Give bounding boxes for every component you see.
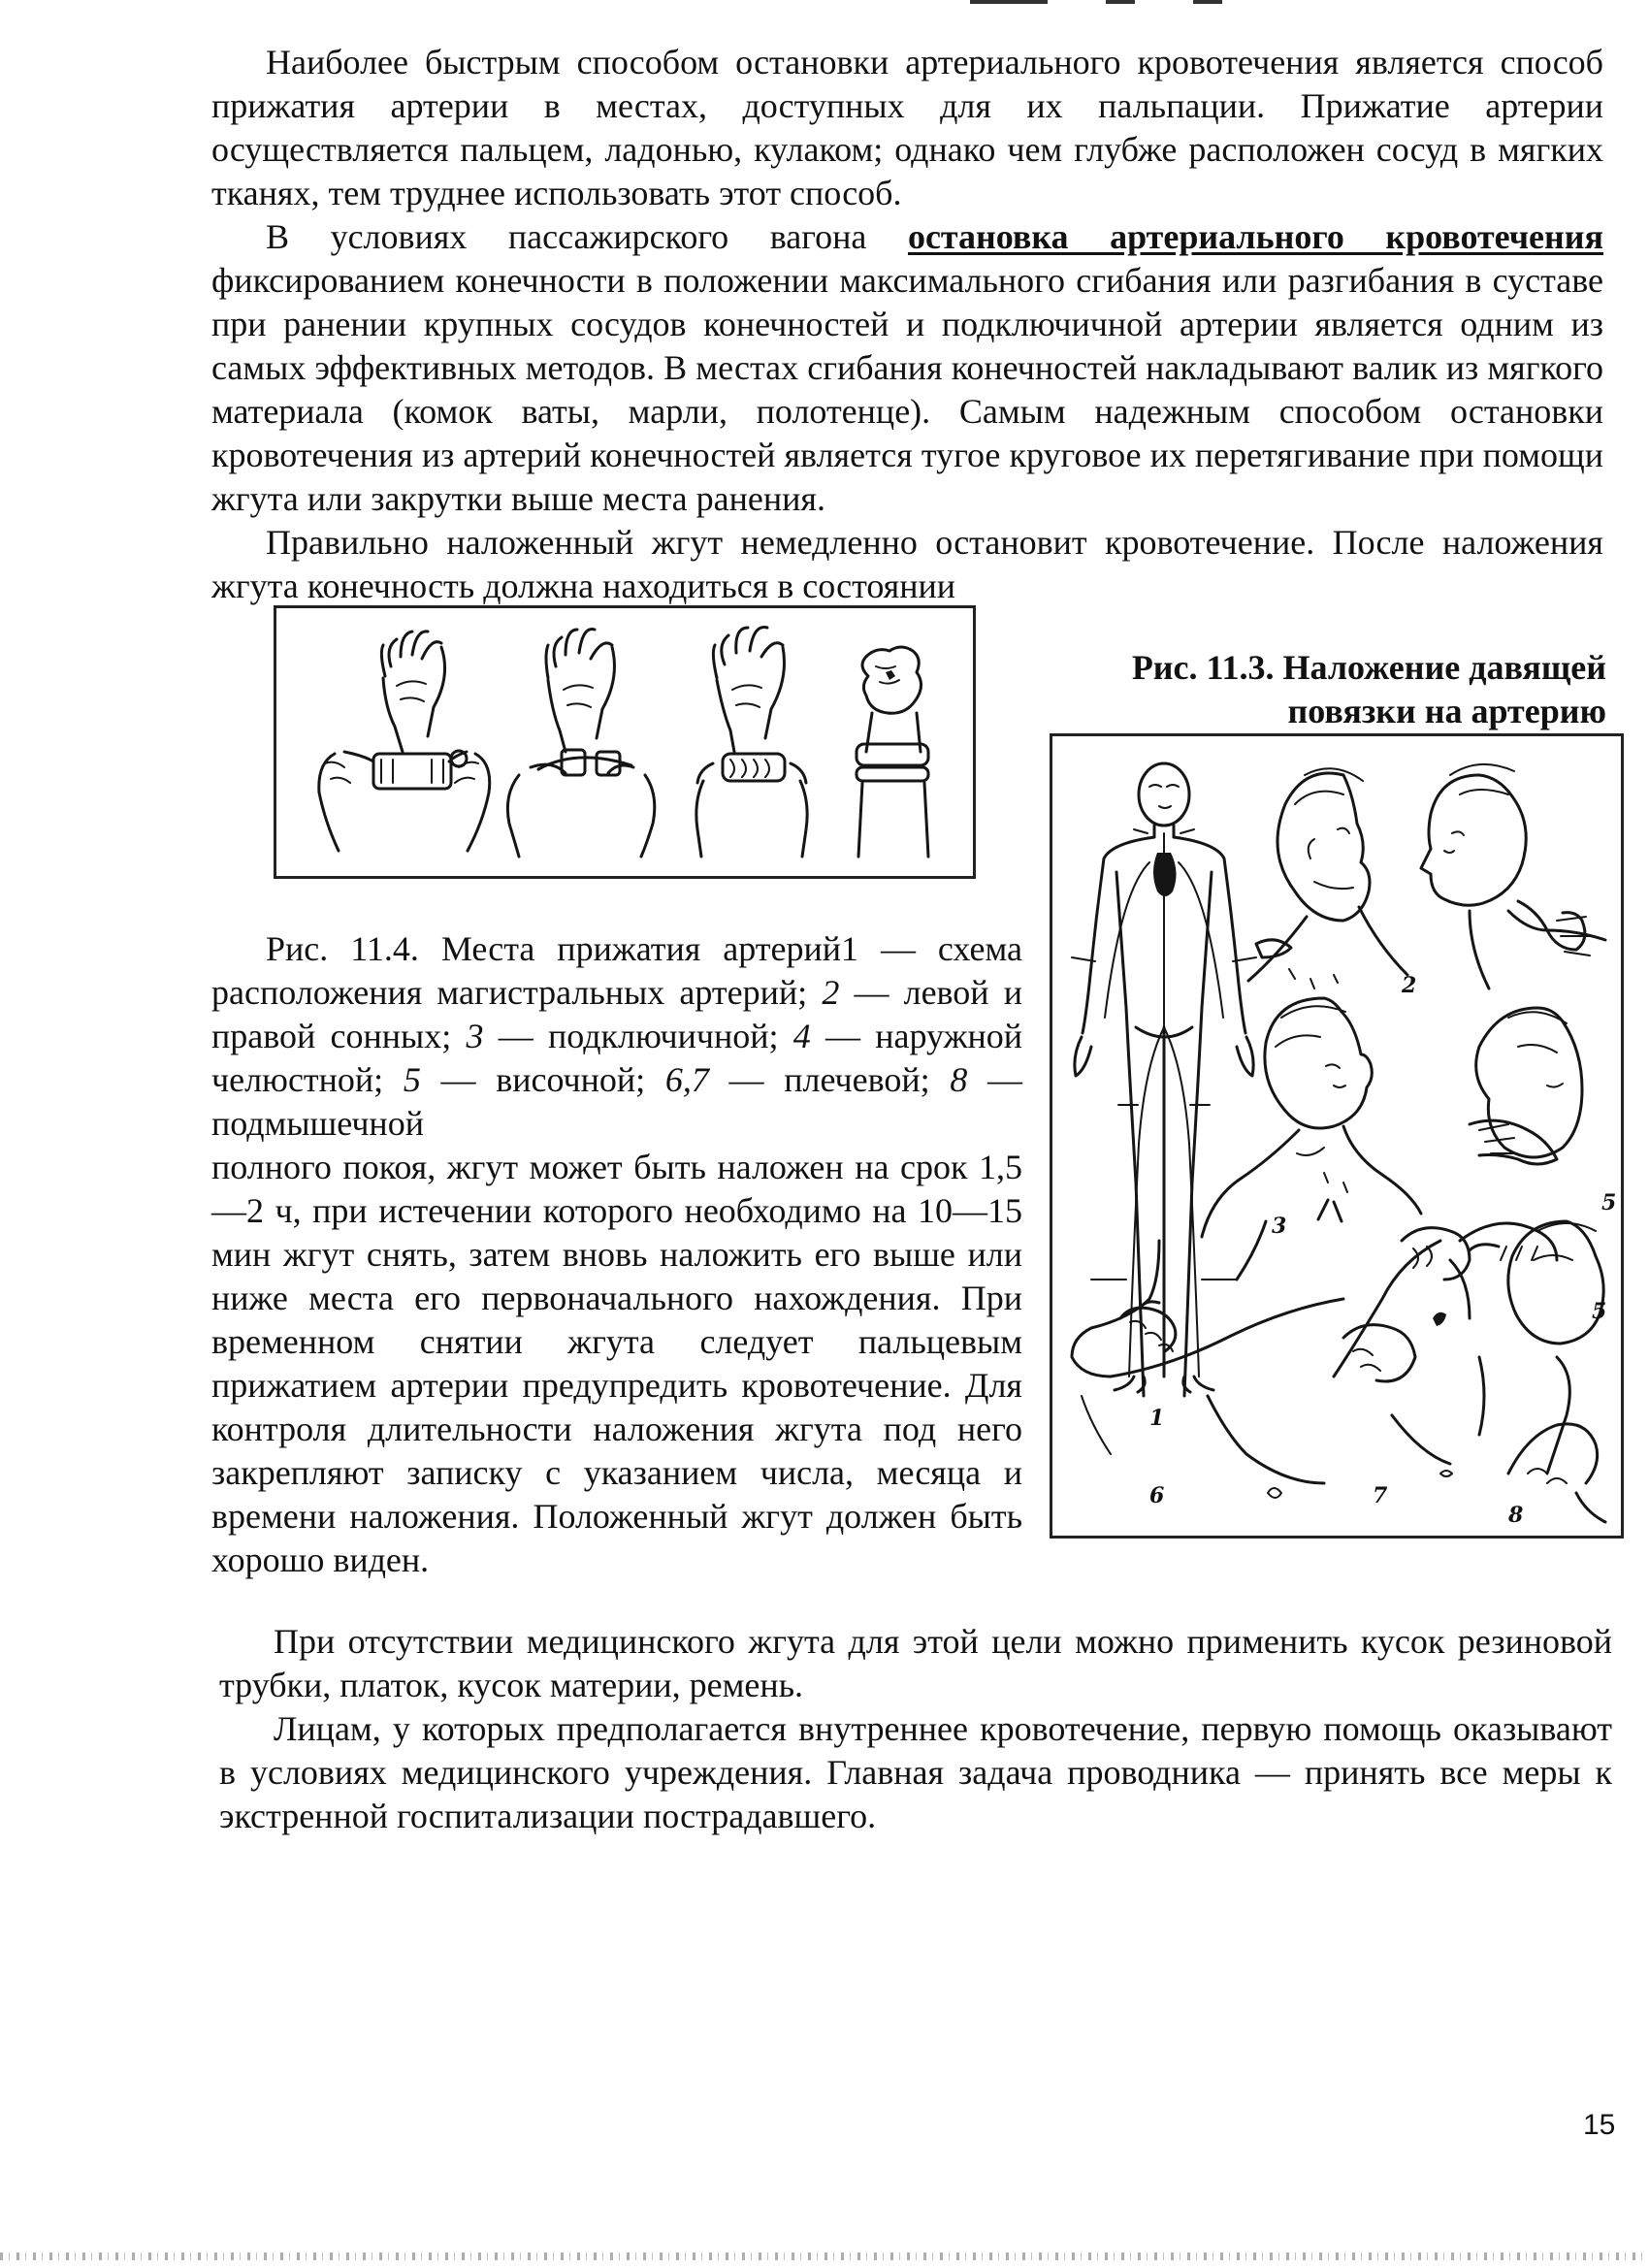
label-5a: 5: [1592, 1299, 1607, 1324]
paragraph-5: При отсутствии медицинского жгута для этой цели можно применить кусок резиновой трубки, платок, кусок материи, ремень.: [219, 1622, 1612, 1704]
head-drawing-4: [1470, 1008, 1582, 1164]
label-6: 6: [1149, 1483, 1165, 1508]
head-drawing-2a: [1248, 768, 1407, 988]
artery-pressure-points-illustration: [1052, 736, 1621, 1536]
paragraph-4: полного покоя, жгут может быть наложен на срок 1,5—2 ч, при истечении которого необходимо на 10—15 мин жгут снять, затем вновь наложить его выше или ниже места его первоначального нахождения. При временном снятии жгута следует пальцевым прижатием артерии предупредить кровотечение. Для контроля длительности наложения жгута под него закрепляют записку с указанием числа, месяца и времени наложения. Положенный жгут должен быть хорошо виден.: [211, 1148, 1022, 1579]
fist-drawing: [857, 647, 928, 857]
caption-number: 5: [403, 1060, 421, 1099]
body-artery-schema: [1072, 763, 1256, 1396]
head-drawing-3: [1202, 998, 1421, 1237]
paragraph-1: Наиболее быстрым способом остановки артериального кровотечения является способ прижатия артерии в местах, доступных для их пальпации. Прижатие артерии осуществляется пальцем, ладонью, кулаком; однако чем глубже расположен сосуд в мягких тканях, тем труднее использовать этот способ.: [211, 43, 1603, 212]
figure-11-3-frame: [274, 605, 976, 879]
paragraph-3: Правильно наложенный жгут немедленно остановит кровотечение. После наложения жгута конечность должна находиться в состоянии: [211, 523, 1603, 605]
head-drawing-5: [1460, 1221, 1603, 1474]
scan-artifact-bottom: [0, 2252, 1649, 2260]
caption-part: — наружной челюстной;: [211, 1017, 1022, 1099]
caption-part: — левой и правой сонных;: [211, 973, 1022, 1055]
paragraph-2: [211, 215, 1603, 521]
caption-number: 2: [822, 973, 840, 1012]
scan-artifact: [1193, 0, 1222, 4]
figure-11-3-caption: Рис. 11.3. Наложение давящей повязки на артерию: [1131, 648, 1606, 730]
scan-artifact: [970, 0, 1048, 4]
caption-part: Рис. 11.4. Места прижатия артерий1 — схема расположения магистральных артерий;: [211, 929, 1022, 1012]
hand-drawing-1: [319, 632, 490, 851]
left-column-text: [211, 927, 1022, 1582]
hand-drawing-2: [507, 630, 654, 858]
label-5b: 5: [1601, 1190, 1617, 1215]
caption-number: 8: [950, 1060, 968, 1099]
arm-drawing-7: [1334, 1228, 1484, 1476]
label-3: 3: [1272, 1214, 1287, 1239]
figure-11-4-frame: [1050, 733, 1624, 1539]
scan-artifact: [1106, 0, 1135, 4]
caption-number: 3: [466, 1017, 484, 1055]
hand-drawing-3: [696, 628, 807, 858]
page-number: 15: [1583, 2109, 1616, 2141]
label-8: 8: [1508, 1503, 1524, 1528]
label-7: 7: [1373, 1483, 1388, 1508]
figure-11-4-caption: [211, 927, 1022, 1146]
label-1: 1: [1149, 1406, 1165, 1431]
caption-number: 4: [792, 1017, 811, 1055]
caption-number: 6,7: [664, 1060, 709, 1099]
paragraph-6: Лицам, у которых предполагается внутреннее кровотечение, первую помощь оказывают в условиях медицинского учреждения. Главная задача проводника — принять все меры к экстренной госпитализации пострадавшего.: [219, 1709, 1612, 1835]
caption-part: — плечевой;: [708, 1060, 951, 1099]
label-2: 2: [1402, 973, 1417, 998]
bottom-text-block: [219, 1620, 1612, 1838]
head-drawing-2b: [1421, 764, 1605, 988]
paragraph-2-start: В условиях пассажирского вагона: [266, 217, 908, 256]
shoulder-drawing-6: [1072, 1221, 1343, 1498]
pressure-bandage-illustration: [276, 608, 973, 876]
paragraph-2-rest: фиксированием конечности в положении максимального сгибания или разгибания в суставе при ранении крупных сосудов конечностей и подключичной артерии является одним из самых эффективных методов. В местах сгибания конечностей накладывают валик из мягкого материала (комок ваты, марли, полотенце). Самым надежным способом остановки кровотечения из артерий конечностей является тугое круговое их перетягивание при помощи жгута или закрутки выше места ранения.: [211, 261, 1603, 518]
caption-part: — подмышечной: [211, 1060, 1023, 1143]
caption-part: — височной;: [420, 1060, 665, 1099]
top-text-block: [211, 41, 1603, 608]
paragraph-2-emphasis: остановка артериального кровотечения: [907, 217, 1603, 256]
caption-part: — подключичной;: [483, 1017, 793, 1055]
